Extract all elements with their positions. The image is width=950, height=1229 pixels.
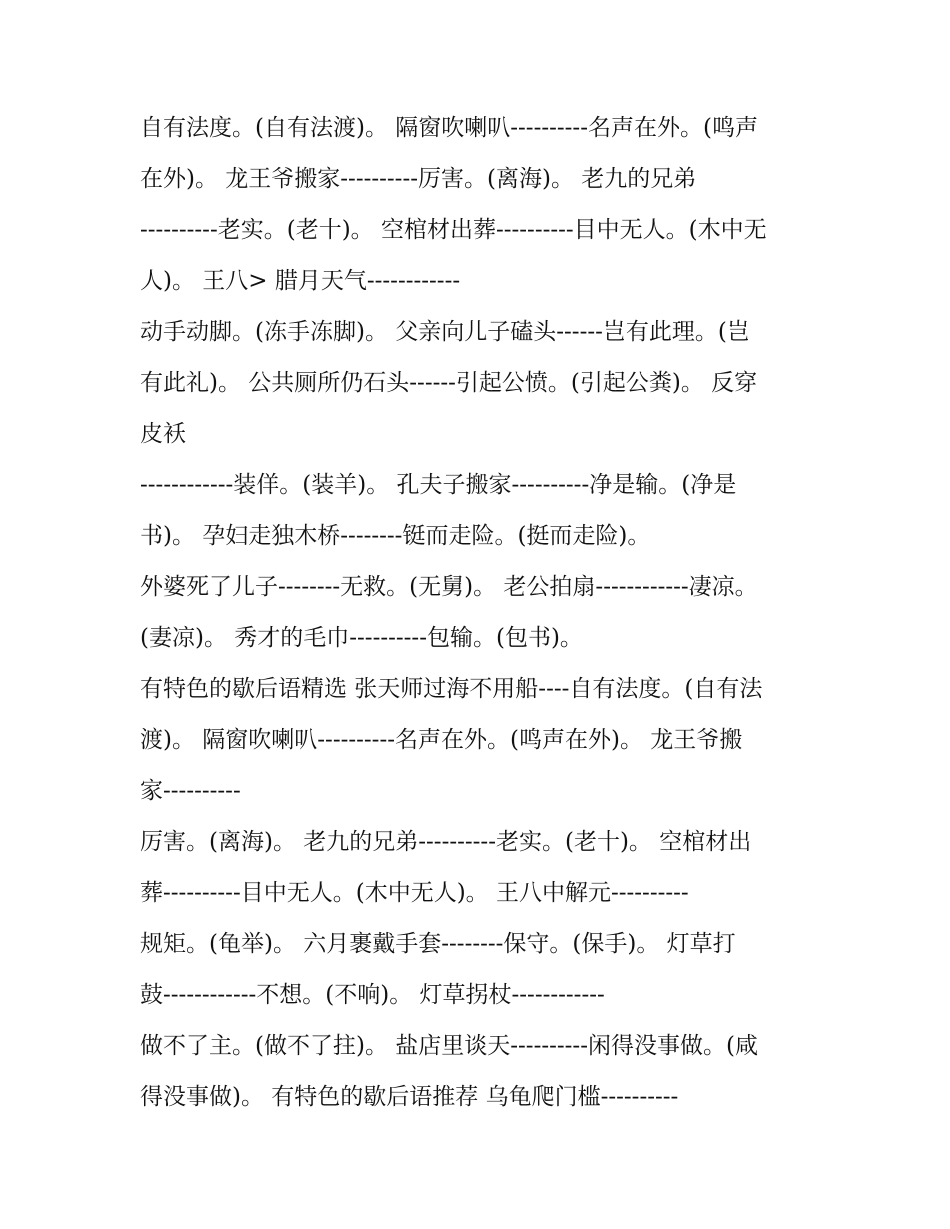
text-line: 有特色的歇后语精选 张天师过海不用船----自有法度。(自有法 [140, 676, 763, 702]
text-line: 得没事做)。 有特色的歇后语推荐 乌龟爬门槛---------- [140, 1084, 679, 1110]
text-line: 规矩。(龟举)。 六月裹戴手套--------保守。(保手)。 灯草打 [140, 931, 736, 957]
text-line: (妻凉)。 秀才的毛巾----------包输。(包书)。 [140, 625, 583, 651]
text-line: 外婆死了儿子--------无救。(无舅)。 老公拍扇------------凄凉。 [140, 574, 758, 600]
text-line: 厉害。(离海)。 老九的兄弟----------老实。(老十)。 空棺材出 [140, 829, 752, 855]
text-line: 家---------- [140, 778, 241, 804]
document-body [140, 103, 820, 1123]
text-line: 渡)。 隔窗吹喇叭----------名声在外。(鸣声在外)。 龙王爷搬 [140, 727, 743, 753]
text-line: 皮袄 [140, 421, 186, 447]
text-line: 有此礼)。 公共厕所仍石头------引起公愤。(引起公粪)。 反穿 [140, 370, 758, 396]
text-line: 做不了主。(做不了拄)。 盐店里谈天----------闲得没事做。(咸 [140, 1033, 758, 1059]
text-line: 动手动脚。(冻手冻脚)。 父亲向儿子磕头------岂有此理。(岂 [140, 319, 750, 345]
text-line: 鼓------------不想。(不响)。 灯草拐杖------------ [140, 982, 605, 1008]
text-line: ------------装佯。(装羊)。 孔夫子搬家----------净是输。(净是 [140, 472, 737, 498]
text-line: 葬----------目中无人。(木中无人)。 王八中解元---------- [140, 880, 689, 906]
text-line: 人)。 王八> 腊月天气------------ [140, 268, 461, 294]
text-line: 书)。 孕妇走独木桥--------铤而走险。(挺而走险)。 [140, 523, 651, 549]
text-line: 自有法度。(自有法渡)。 隔窗吹喇叭----------名声在外。(鸣声 [140, 115, 758, 141]
text-line: 在外)。 龙王爷搬家----------厉害。(离海)。 老九的兄弟 [140, 166, 697, 192]
text-line: ----------老实。(老十)。 空棺材出葬----------目中无人。(木中无 [140, 217, 767, 243]
